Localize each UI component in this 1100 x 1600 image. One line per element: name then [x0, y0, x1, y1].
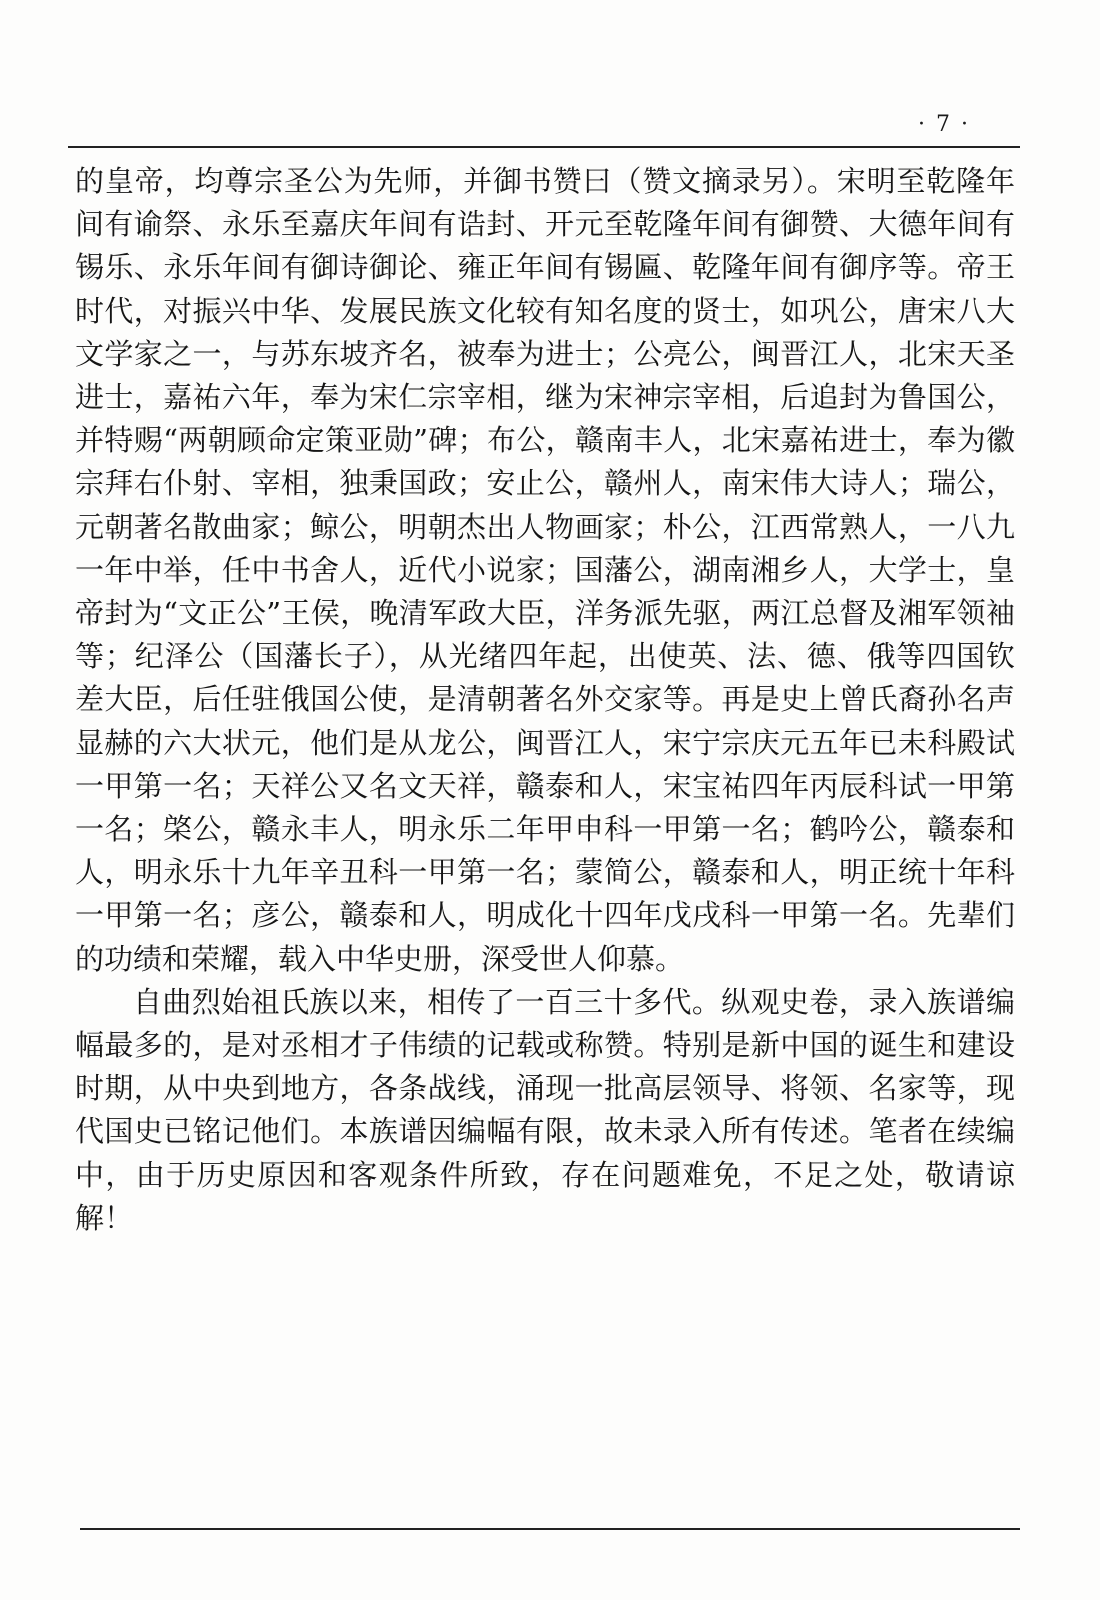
footer-rule	[80, 1528, 1020, 1530]
header-rule	[68, 146, 1020, 148]
page-number: · 7 ·	[918, 112, 970, 137]
paragraph: 的皇帝，均尊宗圣公为先师，并御书赞曰（赞文摘录另）。宋明至乾隆年间有谕祭、永乐至嘉庆年间有诰封、开元至乾隆年间有御赞、大德年间有锡乐、永乐年间有御诗御论、雍正年间有锡匾、乾隆年间有御序等。帝王时代，对振兴中华、发展民族文化较有知名度的贤士，如巩公，唐宋八大文学家之一，与苏东坡齐名，被奉为进士；公亮公，闽晋江人，北宋天圣进士，嘉祐六年，奉为宋仁宗宰相，继为宋神宗宰相，后追封为鲁国公，并特赐“两朝顾命定策亚勋”碑；布公，赣南丰人，北宋嘉祐进士，奉为徽宗拜右仆射、宰相，独秉国政；安止公，赣州人，南宋伟大诗人；瑞公，元朝著名散曲家；鲸公，明朝杰出人物画家；朴公，江西常熟人，一八九一年中举，任中书舍人，近代小说家；国藩公，湖南湘乡人，大学士，皇帝封为“文正公”王侯，晚清军政大臣，洋务派先驱，两江总督及湘军领袖等；纪泽公（国藩长子），从光绪四年起，出使英、法、德、俄等四国钦差大臣，后任驻俄国公使，是清朝著名外交家等。再是史上曾氏裔孙名声显赫的六大状元，他们是从龙公，闽晋江人，宋宁宗庆元五年已未科殿试一甲第一名；天祥公又名文天祥，赣泰和人，宋宝祐四年丙辰科试一甲第一名；棨公，赣永丰人，明永乐二年甲申科一甲第一名；鹤吟公，赣泰和人，明永乐十九年辛丑科一甲第一名；蒙简公，赣泰和人，明正统十年科一甲第一名；彦公，赣泰和人，明成化十四年戊戌科一甲第一名。先辈们的功绩和荣耀，载入中华史册，深受世人仰慕。	[75, 164, 1015, 976]
body-text	[75, 160, 1015, 1240]
paragraph: 自曲烈始祖氏族以来，相传了一百三十多代。纵观史卷，录入族谱编幅最多的，是对丞相才子伟绩的记载或称赞。特别是新中国的诞生和建设时期，从中央到地方，各条战线，涌现一批高层领导、将领、名家等，现代国史已铭记他们。本族谱因编幅有限，故未录入所有传述。笔者在续编中，由于历史原因和客观条件所致，存在问题难免，不足之处，敬请谅解！	[75, 984, 1015, 1235]
